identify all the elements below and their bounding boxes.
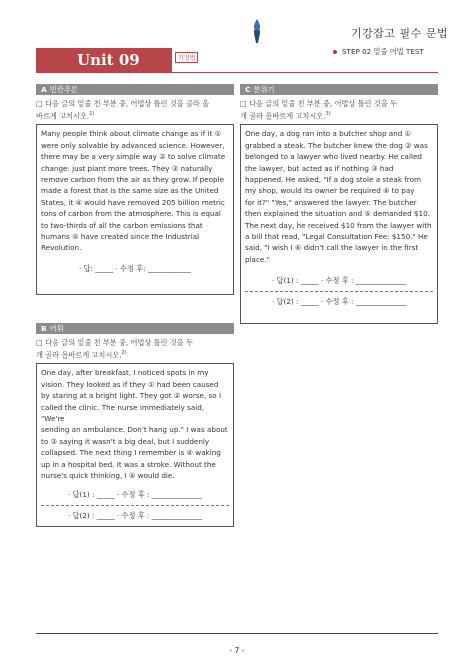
section-b-label: 어휘 xyxy=(49,324,64,333)
section-c xyxy=(240,84,438,324)
passage-line: my shop, would its owner be required ④ to pay xyxy=(245,186,415,196)
passage-line: called the clinic. The nurse immediately said, "We're xyxy=(41,402,205,424)
book-title: 기강잡고 필수 문법 xyxy=(350,27,448,40)
passage-line: there may be a very simple way ② to solve climate xyxy=(41,152,226,162)
section-c-instruction xyxy=(240,99,438,121)
answer-divider xyxy=(41,505,229,506)
section-b-instruction xyxy=(36,338,234,360)
passage-line: happened. He asked, "If a dog stole a steak from xyxy=(245,175,421,185)
passage-line: vision. They looked as if they ① had been caused xyxy=(41,379,219,389)
page-number: - 7 - xyxy=(229,646,245,655)
passage-line: States, it ④ would have removed 205 billion metric xyxy=(41,197,225,207)
section-b-answer-1-field[interactable]: · 답(1) : _____ · 수정 후 : ______________ xyxy=(68,490,202,500)
section-a-instruction xyxy=(36,99,234,121)
passage-line: The next day, he received $10 from the lawyer with xyxy=(245,220,432,230)
section-a xyxy=(36,84,234,295)
passage-line: up in a hospital bed. It was a stroke. Without the xyxy=(41,459,216,469)
section-a-instruction-line-2: 바르게 고치시오.$^{1)}$ xyxy=(36,111,95,121)
passage-line: a bill that read, "Legal Consultation Fee: $150." He xyxy=(245,232,428,242)
section-b-header xyxy=(36,323,234,334)
section-b-passage-box xyxy=(36,363,234,527)
passage-line: collapsed. The next thing I remember is ④ waking xyxy=(41,448,221,458)
section-b-instruction-line-2: 개 골라 올바르게 고치시오.$^{2)}$ xyxy=(36,350,127,360)
passage-line: humans ⑤ have created since the Industrial xyxy=(41,232,200,242)
passage-line: One day, a dog ran into a butcher shop and ① xyxy=(245,129,412,139)
footer-divider xyxy=(36,633,438,634)
bullet-dot-icon xyxy=(333,50,337,54)
passage-line: belonged to a lawyer who lived nearby. He called xyxy=(245,152,422,162)
section-a-header xyxy=(36,84,234,95)
passage-line: made a forest that is the same size as the United xyxy=(41,186,219,196)
passage-line: for it?" "Yes," answered the lawyer. The butcher xyxy=(245,197,417,207)
passage-line: to two-thirds of all the carbon emissions that xyxy=(41,220,203,230)
passage-line: One day, after breakfast, I noticed spots in my xyxy=(41,368,209,378)
section-c-label: 분위기 xyxy=(253,85,275,94)
passage-line: said, "I wish I ⑥ didn't call the lawyer in the first xyxy=(245,243,419,253)
passage-line: grabbed a steak. The butcher knew the dog ② was xyxy=(245,140,428,150)
passage-line: Many people think about climate change as if it ① xyxy=(41,129,222,139)
passage-line: the lawyer, but acted as if nothing ③ had xyxy=(245,163,394,173)
section-c-footnote: 3) xyxy=(325,111,331,117)
section-b-letter: B xyxy=(41,324,47,333)
passage-line: sending an ambulance. Don't hang up." I was about xyxy=(41,425,228,435)
unit-banner xyxy=(36,48,172,72)
passage-line: place." xyxy=(245,254,270,264)
section-c-passage-box xyxy=(240,124,438,324)
section-c-instruction-line-1: □ 다음 글의 밑줄 친 부분 중, 어법상 틀린 것을 두 xyxy=(240,99,397,108)
step-label xyxy=(333,47,424,57)
section-b xyxy=(36,323,234,527)
section-c-answer-2-field[interactable]: · 답(2) : _____ · 수정 후 : ______________ xyxy=(272,296,406,306)
header-divider xyxy=(36,72,438,73)
section-a-label: 빈칸추론 xyxy=(49,85,78,94)
section-a-letter: A xyxy=(41,85,47,94)
section-b-answer-2-field[interactable]: · 답(2) : _____ · 수정 후 : ______________ xyxy=(68,510,202,520)
unit-title: Unit 09 xyxy=(77,51,140,69)
section-c-answer-1-field[interactable]: · 답(1) : _____ · 수정 후 : ______________ xyxy=(272,276,406,286)
section-a-footnote: 1) xyxy=(89,111,95,117)
section-c-instruction-line-2: 개 골라 올바르게 고치시오.$^{3)}$ xyxy=(240,111,331,121)
section-a-instruction-line-1: □ 다음 글의 밑줄 친 부분 중, 어법상 틀린 것을 골라 올 xyxy=(36,99,210,108)
section-a-passage-box xyxy=(36,124,234,295)
section-a-answer-field[interactable]: · 답: _____ · 수정 후: ____________ xyxy=(79,263,191,273)
passage-line: Revolution. xyxy=(41,243,82,253)
passage-line: remove carbon from the air as they grow. If people xyxy=(41,175,225,185)
passage-line: to ③ saying it wasn't a big deal, but I suddenly xyxy=(41,436,210,446)
passage-line: by staring at a bright light. They got ② worse, so I xyxy=(41,391,222,401)
section-b-instruction-line-1: □ 다음 글의 밑줄 친 부분 중, 어법상 틀린 것을 두 xyxy=(36,338,193,347)
section-c-header xyxy=(240,84,438,95)
passage-line: were only solvable by advanced science. However, xyxy=(41,140,225,150)
step-text: STEP 02 밑줄 어법 TEST xyxy=(342,47,424,56)
passage-line: tons of carbon from the atmosphere. This is equal xyxy=(41,209,221,219)
section-b-footnote: 2) xyxy=(121,350,127,356)
passage-line: then explained the situation and ⑤ demanded $10. xyxy=(245,209,430,219)
answer-divider xyxy=(245,291,433,292)
torch-logo-icon xyxy=(249,18,265,44)
section-c-letter: C xyxy=(245,85,251,94)
passage-line: nurse's quick thinking, I ⑤ would die. xyxy=(41,471,175,481)
passage-line: change: just plant more trees. They ③ naturally xyxy=(41,163,213,173)
unit-topic-tag: 가정법 xyxy=(175,52,198,63)
